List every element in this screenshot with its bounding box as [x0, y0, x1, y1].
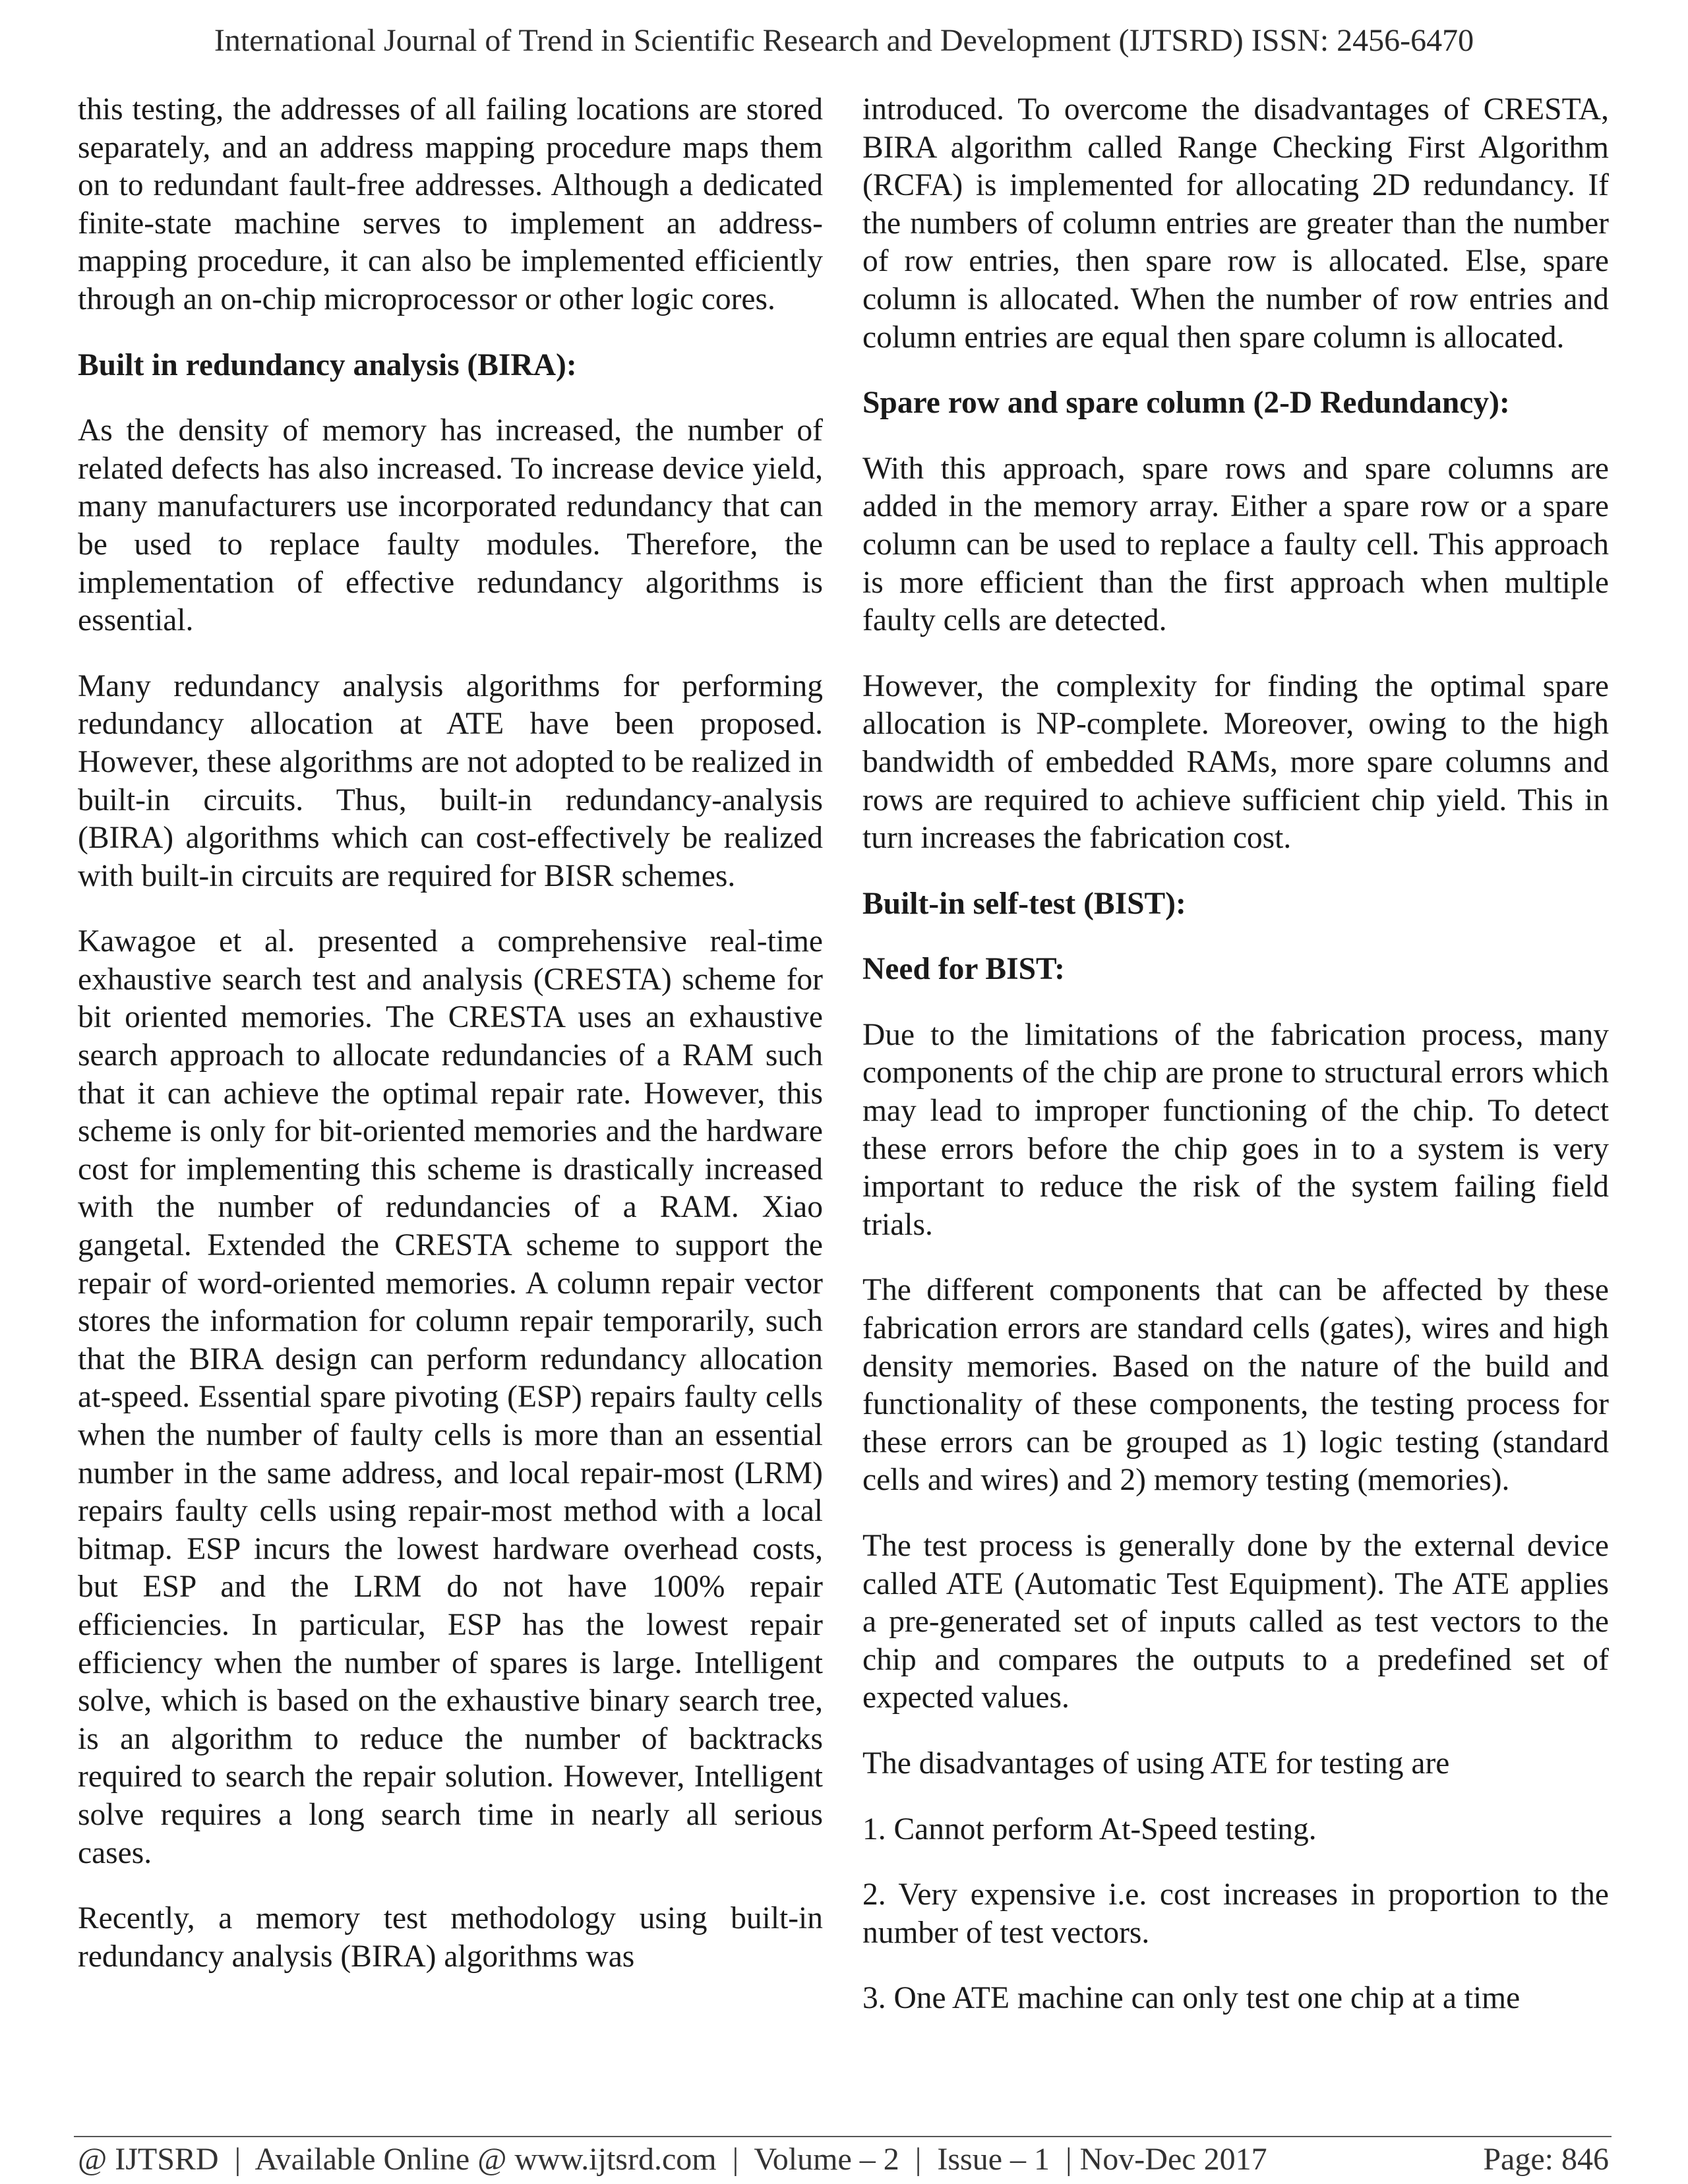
- paragraph: 3. One ATE machine can only test one chip at a time: [862, 1981, 1521, 2016]
- right-column: [862, 91, 1609, 2046]
- section-heading: Built in redundancy analysis (BIRA):: [78, 347, 577, 382]
- section-heading: Spare row and spare column (2-D Redundancy):: [862, 386, 1510, 421]
- paragraph: As the density of memory has increased, the number of related defects has also increased. To increase device yield, many manufacturers use incorporated redundancy that can be used to replace faulty modules. Therefore, the implementation of effective redundancy algorithms is essential.: [78, 413, 823, 638]
- journal-header: International Journal of Trend in Scientific Research and Development (IJTSRD) ISSN: 2456-6470: [214, 23, 1474, 58]
- paragraph: The disadvantages of using ATE for testing are: [862, 1746, 1450, 1781]
- paragraph: 2. Very expensive i.e. cost increases in proportion to the number of test vectors.: [862, 1877, 1609, 1950]
- footer-publication-info: @ IJTSRD | Available Online @ www.ijtsrd.com | Volume – 2 | Issue – 1 | Nov-Dec 2017: [78, 2142, 1267, 2177]
- page-footer: [78, 2141, 1609, 2177]
- paragraph: Recently, a memory test methodology using built-in redundancy analysis (BIRA) algorithms was: [78, 1901, 823, 1974]
- paragraph: With this approach, spare rows and spare columns are added in the memory array. Either a spare row or a spare column can be used to replace a faulty cell. This approach is more efficient than the first approach when multiple faulty cells are detected.: [862, 451, 1609, 638]
- left-column: [78, 91, 823, 2003]
- paragraph: However, the complexity for finding the optimal spare allocation is NP-complete. Moreover, owing to the high bandwidth of embedded RAMs, more spare columns and rows are required to achieve sufficient chip yield. This in turn increases the fabrication cost.: [862, 668, 1609, 856]
- footer-divider: [74, 2136, 1612, 2137]
- paragraph: The test process is generally done by the external device called ATE (Automatic Test Equipment). The ATE applies a pre-generated set of inputs called as test vectors to the chip and compares the outputs to a predefined set of expected values.: [862, 1529, 1609, 1715]
- paragraph: Kawagoe et al. presented a comprehensive real-time exhaustive search test and analysis (CRESTA) scheme for bit oriented memories. The CRESTA uses an exhaustive search approach to allocate redundancies of a RAM such that it can achieve the optimal repair rate. However, this scheme is only for bit-oriented memories and the hardware cost for implementing this scheme is drastically increased with the number of redundancies of a RAM. Xiao gangetal. Extended the CRESTA scheme to support the repair of word-oriented memories. A column repair vector stores the information for column repair temporarily, such that the BIRA design can perform redundancy allocation at-speed. Essential spare pivoting (ESP) repairs faulty cells when the number of faulty cells is more than an essential number in the same address, and local repair-most (LRM) repairs faulty cells using repair-most method with a local bitmap. ESP incurs the lowest hardware overhead costs, but ESP and the LRM do not have 100% repair efficiencies. In particular, ESP has the lowest repair efficiency when the number of spares is large. Intelligent solve, which is based on the exhaustive binary search tree, is an algorithm to reduce the number of backtracks required to search the repair solution. However, Intelligent solve requires a long search time in nearly all serious cases.: [78, 924, 823, 1870]
- section-heading: Need for BIST:: [862, 952, 1065, 987]
- paragraph: Many redundancy analysis algorithms for performing redundancy allocation at ATE have been proposed. However, these algorithms are not adopted to be realized in built-in circuits. Thus, built-in redundancy-analysis (BIRA) algorithms which can cost-effectively be realized with built-in circuits are required for BISR schemes.: [78, 668, 823, 893]
- paragraph: this testing, the addresses of all failing locations are stored separately, and an address mapping procedure maps them on to redundant fault-free addresses. Although a dedicated finite-state machine serves to implement an address-mapping procedure, it can also be implemented efficiently through an on-chip microprocessor or other logic cores.: [78, 92, 823, 316]
- paragraph: Due to the limitations of the fabrication process, many components of the chip are prone to structural errors which may lead to improper functioning of the chip. To detect these errors before the chip goes in to a system is very important to reduce the risk of the system failing field trials.: [862, 1017, 1609, 1242]
- section-heading: Built-in self-test (BIST):: [862, 886, 1186, 921]
- page-number: Page: 846: [1483, 2142, 1609, 2177]
- paragraph: 1. Cannot perform At-Speed testing.: [862, 1812, 1317, 1846]
- paragraph: The different components that can be affected by these fabrication errors are standard cells (gates), wires and high density memories. Based on the nature of the build and functionality of these components, the testing process for these errors can be grouped as 1) logic testing (standard cells and wires) and 2) memory testing (memories).: [862, 1273, 1609, 1498]
- paragraph: introduced. To overcome the disadvantages of CRESTA, BIRA algorithm called Range Checking First Algorithm (RCFA) is implemented for allocating 2D redundancy. If the numbers of column entries are greater than the number of row entries, then spare row is allocated. Else, spare column is allocated. When the number of row entries and column entries are equal then spare column is allocated.: [862, 92, 1609, 355]
